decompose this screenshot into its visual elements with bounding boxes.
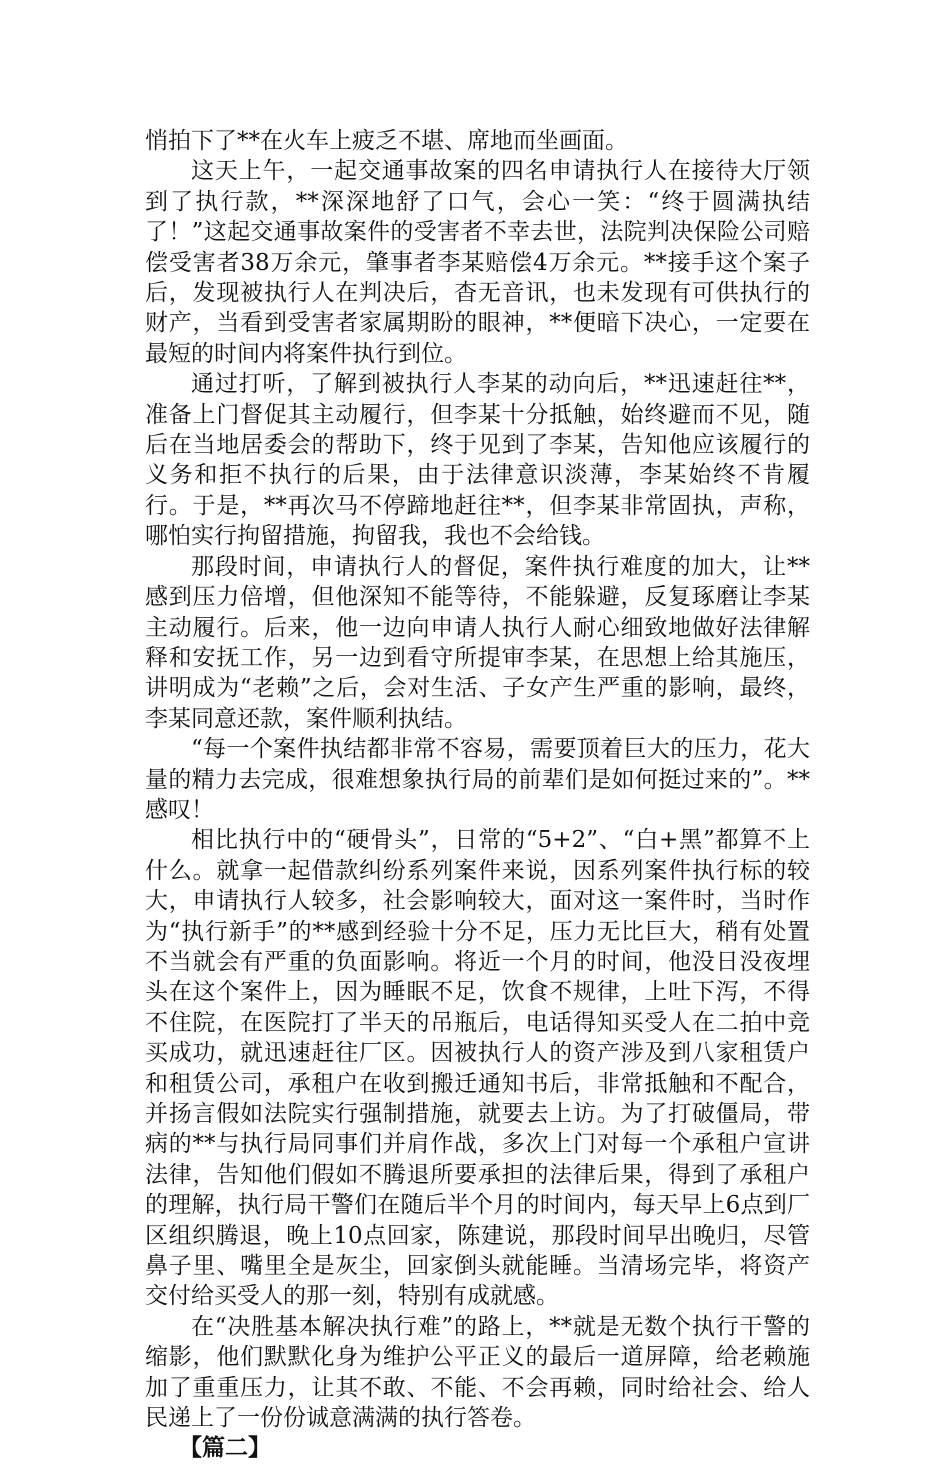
body-paragraph: 悄拍下了**在火车上疲乏不堪、席地而坐画面。	[145, 128, 628, 154]
section-heading: 【篇二】	[179, 1434, 271, 1462]
quote-paragraph: “每一个案件执结都非常不容易，需要顶着巨大的压力，花大量的精力去完成，很难想象执行局的前辈们是如何挺过来的”。**感叹！	[145, 736, 810, 823]
body-paragraph: 这天上午，一起交通事故案的四名申请执行人在接待大厅领到了执行款，**深深地舒了口气，会心一笑：“终于圆满执结了！”这起交通事故案件的受害者不幸去世，法院判决保险公司赔偿受害者38万余元，肇事者李某赔偿4万余元。**接手这个案子后，发现被执行人在判决后，杳无音讯，也未发现有可供执行的财产，当看到受害者家属期盼的眼神，**便暗下决心，一定要在最短的时间内将案件执行到位。	[145, 158, 810, 367]
body-paragraph: 通过打听，了解到被执行人李某的动向后，**迅速赶往**，准备上门督促其主动履行，但李某十分抵触，始终避而不见，随后在当地居委会的帮助下，终于见到了李某，告知他应该履行的义务和拒不执行的后果，由于法律意识淡薄，李某始终不肯履行。于是，**再次马不停蹄地赶往**，但李某非常固执，声称，哪怕实行拘留措施，拘留我，我也不会给钱。	[145, 371, 810, 550]
body-paragraph: 相比执行中的“硬骨头”，日常的“5+2”、“白+黑”都算不上什么。就拿一起借款纠纷系列案件来说，因系列案件执行标的较大，申请执行人较多，社会影响较大，面对这一案件时，当时作为“执行新手”的**感到经验十分不足，压力无比巨大，稍有处置不当就会有严重的负面影响。将近一个月的时间，他没日没夜埋头在这个案件上，因为睡眠不足，饮食不规律，上吐下泻，不得不住院，在医院打了半天的吊瓶后，电话得知买受人在二拍中竞买成功，就迅速赶往厂区。因被执行人的资产涉及到八家租赁户和租赁公司，承租户在收到搬迁通知书后，非常抵触和不配合，并扬言假如法院实行强制措施，就要去上访。为了打破僵局，带病的**与执行局同事们并肩作战，多次上门对每一个承租户宣讲法律，告知他们假如不腾退所要承担的法律后果，得到了承租户的理解，执行局干警们在随后半个月的时间内，每天早上6点到厂区组织腾退，晚上10点回家，陈建说，那段时间早出晚归，尽管鼻子里、嘴里全是灰尘，回家倒头就能睡。当清场完毕，将资产交付给买受人的那一刻，特别有成就感。	[145, 827, 810, 1310]
document-page	[145, 126, 810, 1464]
body-paragraph: 在“决胜基本解决执行难”的路上，**就是无数个执行干警的缩影，他们默默化身为维护公平正义的最后一道屏障，给老赖施加了重重压力，让其不敢、不能、不会再赖，同时给社会、给人民递上了一份份诚意满满的执行答卷。	[145, 1313, 810, 1432]
body-paragraph: 那段时间，申请执行人的督促，案件执行难度的加大，让**感到压力倍增，但他深知不能等待，不能躲避，反复琢磨让李某主动履行。后来，他一边向申请人执行人耐心细致地做好法律解释和安抚工作，另一边到看守所提审李某，在思想上给其施压，讲明成为“老赖”之后，会对生活、子女产生严重的影响，最终，李某同意还款，案件顺利执结。	[145, 553, 810, 732]
